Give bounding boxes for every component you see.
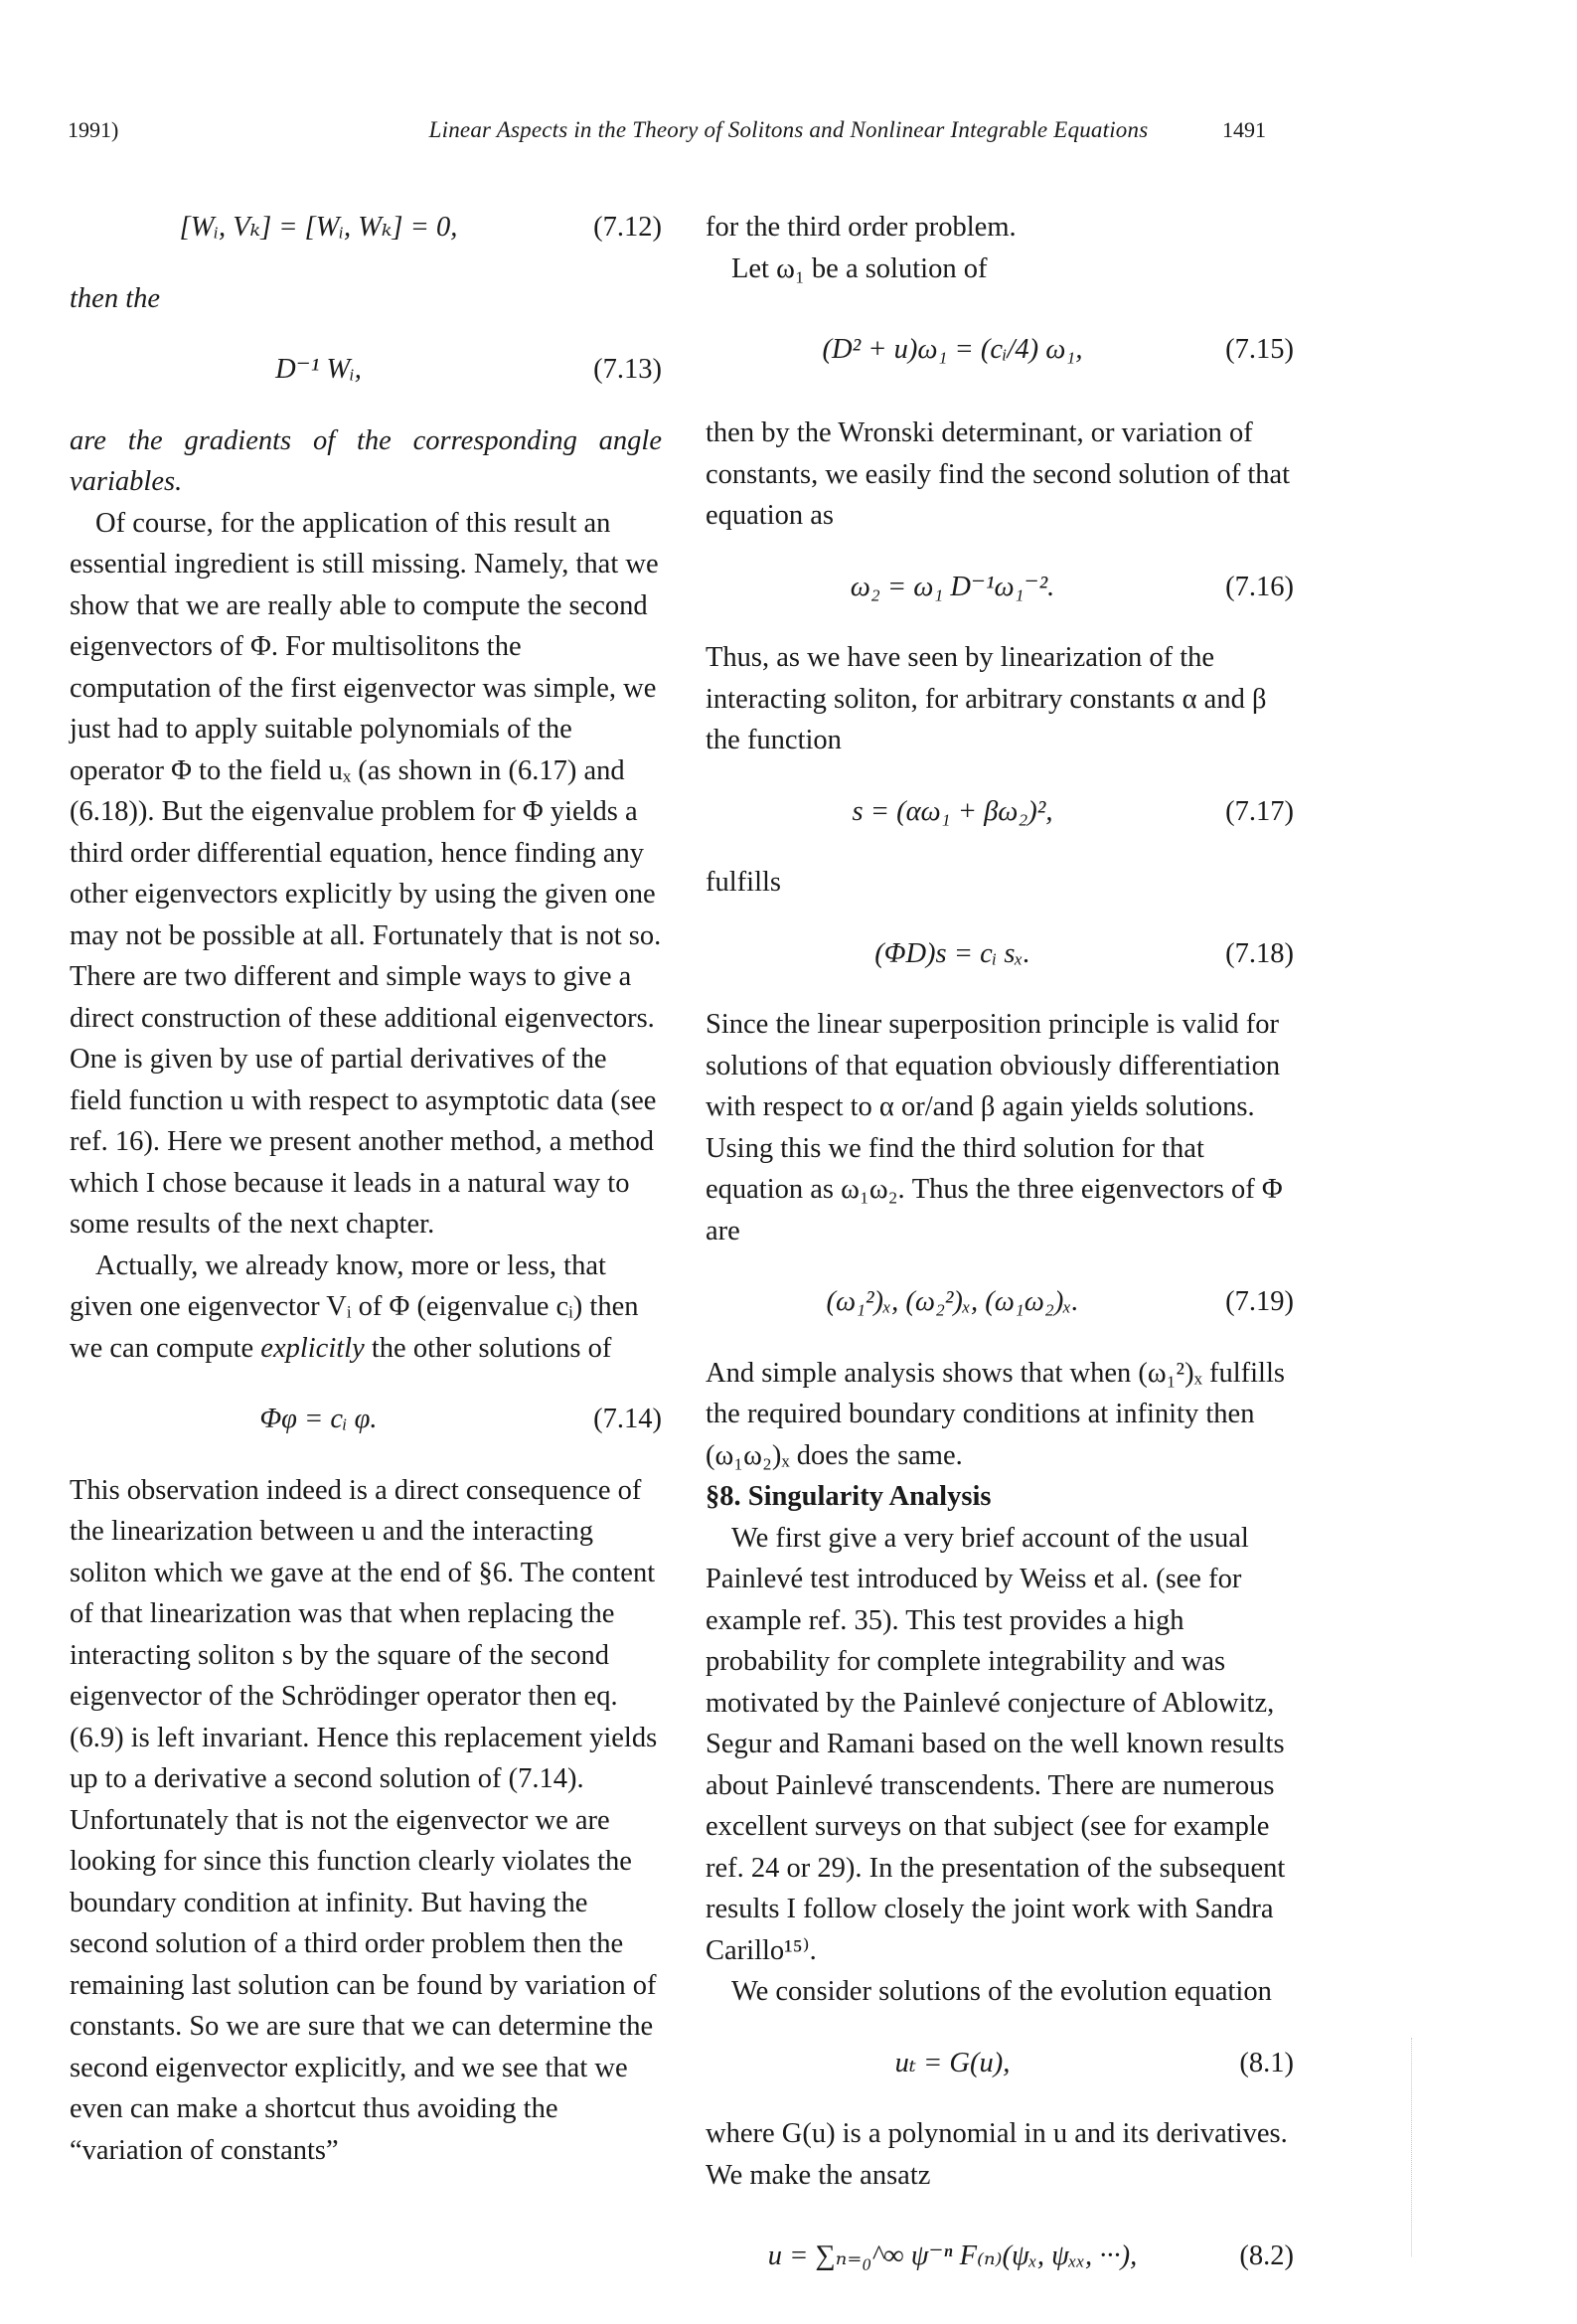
equation-expression: (D² + u)ω₁ = (cᵢ/4) ω₁, [822, 334, 1083, 365]
equation-7-12 [70, 207, 662, 249]
paragraph: Actually, we already know, more or less, that given one eigenvector Vᵢ of Φ (eigenvalue cᵢ) then we can compute explicitly the other solutions of [70, 1249, 639, 1364]
header-title: Linear Aspects in the Theory of Solitons and Nonlinear Integrable Equations [428, 117, 1149, 142]
paragraph: where G(u) is a polynomial in u and its derivatives. We make the ansatz [706, 2118, 1288, 2191]
equation-number: (7.19) [1225, 1286, 1294, 1317]
equation-number: (7.13) [593, 354, 662, 385]
paragraph: fulfills [706, 867, 781, 898]
page-number: 1491 [1222, 117, 1266, 142]
paragraph: This observation indeed is a direct consequence of the linearization between u and the interacting soliton which we gave at the end of §6. The content of that linearization was that when replacing the interacting soliton s by the square of the second eigenvector of the Schrödinger operator then eq. (6.9) is left invariant. Hence this replacement yields up to a derivative a second solution of (7.14). Unfortunately that is not the eigenvector we are looking for since this function clearly violates the boundary condition at infinity. But having the second solution of a third order problem then the remaining last solution can be found by variation of constants. So we are sure that we can determine the second eigenvector explicitly, and we see that we even can make a shortcut thus avoiding the “variation of constants” [70, 1474, 658, 2166]
paragraph: And simple analysis shows that when (ω₁²)ₓ fulfills the required boundary conditions at infinity then (ω₁ω₂)ₓ does the same. [706, 1357, 1285, 1471]
paragraph: We consider solutions of the evolution equation [731, 1976, 1272, 2007]
paragraph: We first give a very brief account of the usual Painlevé test introduced by Weiss et al. (see for example ref. 35). This test provides a high probability for complete integrability and was motivated by the Painlevé conjecture of Ablowitz, Segur and Ramani based on the well known results about Painlevé transcendents. There are numerous excellent surveys on that subject (see for example ref. 24 or 29). In the presentation of the subsequent results I follow closely the joint work with Sandra Carillo¹⁵⁾. [706, 1522, 1286, 1966]
equation-7-16 [706, 567, 1294, 608]
scan-edge-mark [1411, 2038, 1414, 2256]
paragraph: Let ω₁ be a solution of [731, 252, 988, 284]
paragraph: then by the Wronski determinant, or variation of constants, we easily find the second solution of that equation as [706, 417, 1291, 531]
equation-expression: [Wᵢ, Vₖ] = [Wᵢ, Wₖ] = 0, [179, 212, 458, 243]
equation-7-19 [706, 1281, 1294, 1323]
equation-expression: ω₂ = ω₁ D⁻¹ω₁⁻². [850, 571, 1055, 602]
running-header [0, 117, 1577, 157]
equation-number: (7.16) [1225, 571, 1294, 602]
paragraph: Thus, as we have seen by linearization of the interacting soliton, for arbitrary constants α and β the function [706, 642, 1267, 755]
equation-7-18 [706, 933, 1294, 975]
equation-number: (7.18) [1225, 937, 1294, 969]
paragraph: Since the linear superposition principle is valid for solutions of that equation obviously differentiation with respect to α or/and β again yields solutions. Using this we find the third solution for that equation as ω₁ω₂. Thus the three eigenvectors of Φ are [706, 1009, 1283, 1246]
equation-expression: s = (αω₁ + βω₂)², [852, 795, 1053, 827]
then-the-text: then the [70, 282, 161, 314]
equation-8-2 [706, 2228, 1294, 2287]
equation-8-1 [706, 2043, 1294, 2084]
paragraph: Of course, for the application of this result an essential ingredient is still missing. Namely, that we show that we are really able to compute the second eigenvectors of Φ. For multisolitons the computation of the first eigenvector was simple, we just had to apply suitable polynomials of the operator Φ to the field uₓ (as shown in (6.17) and (6.18)). But the eigenvalue problem for Φ yields a third order differential equation, hence finding any other eigenvectors explicitly by using the given one may not be possible at all. Fortunately that is not so. There are two different and simple ways to give a direct construction of these additional eigenvectors. One is given by use of partial derivatives of the field function u with respect to asymptotic data (see ref. 16). Here we present another method, a method which I chose because it leads in a natural way to some results of the next chapter. [70, 507, 662, 1240]
equation-expression: uₜ = G(u), [894, 2047, 1011, 2078]
right-column [706, 207, 1294, 2319]
equation-number: (7.12) [593, 212, 662, 243]
paragraph: for the third order problem. [706, 212, 1017, 243]
equation-7-17 [706, 791, 1294, 833]
equation-expression: D⁻¹ Wᵢ, [275, 354, 362, 385]
equation-expression: Φφ = cᵢ φ. [259, 1404, 378, 1434]
equation-number: (8.1) [1239, 2047, 1294, 2078]
equation-7-13 [70, 349, 662, 391]
equation-number: (7.15) [1225, 334, 1294, 365]
equation-7-15 [706, 321, 1294, 381]
equation-expression: (ω₁²)ₓ, (ω₂²)ₓ, (ω₁ω₂)ₓ. [826, 1286, 1079, 1317]
equation-number: (7.17) [1225, 795, 1294, 827]
section-heading: §8. Singularity Analysis [706, 1481, 992, 1512]
angle-variables-text: are the gradients of the corresponding angle variables. [70, 424, 662, 497]
equation-expression: (ΦD)s = cᵢ sₓ. [874, 937, 1030, 969]
equation-number: (8.2) [1239, 2241, 1294, 2271]
equation-number: (7.14) [593, 1404, 662, 1434]
header-year: 1991) [68, 117, 119, 142]
emphasis: explicitly [260, 1332, 365, 1364]
equation-7-14 [70, 1399, 662, 1440]
left-column [70, 207, 662, 2171]
equation-expression: u = ∑ₙ₌₀^∞ ψ⁻ⁿ F₍ₙ₎(ψₓ, ψₓₓ, ···), [767, 2241, 1138, 2271]
